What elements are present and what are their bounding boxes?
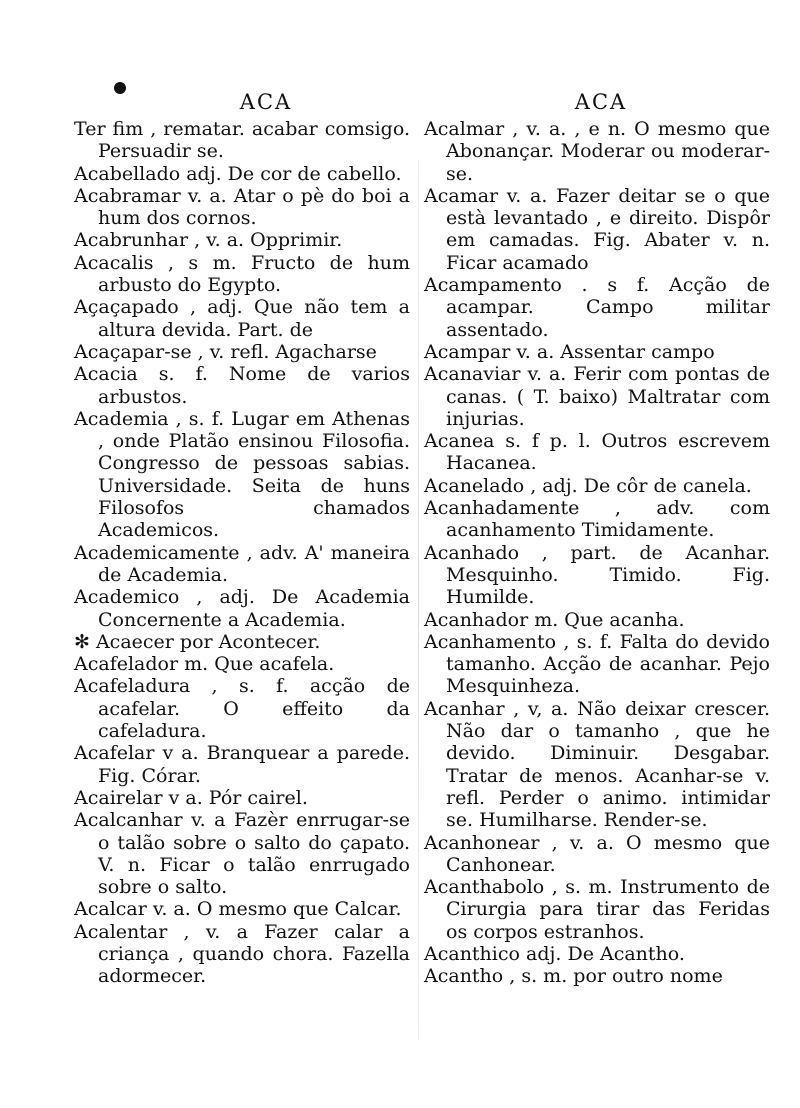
entry-acanhadamente: Acanhadamente , adv. com acanhamento Timidamente. [424,497,770,542]
entry-academico: Academico , adj. De Academia Concernente a Academia. [74,586,410,631]
entry-acalcanhar: Acalcanhar v. a Fazèr enrrugar-se o talão sobre o salto do çapato. V. n. Ficar o talão enrrugado sobre o salto. [74,809,410,899]
entry-acanhador: Acanhador m. Que acanha. [424,608,685,631]
entry-acacapar-se: Acaçapar-se , v. refl. Agacharse [74,340,377,363]
entry-acalcar: Acalcar v. a. O mesmo que Calcar. [74,898,402,921]
entry-acanea: Acanea s. f p. l. Outros escrevem Hacanea. [424,430,770,475]
entry-acacapado: Açaçapado , adj. Que não tem a altura devida. Part. de [74,296,410,341]
entry-acacia: Acacia s. f. Nome de varios arbustos. [74,363,410,408]
entry-acamar: Acamar v. a. Fazer deitar se o que està levantado , e direito. Dispôr em camadas. Fig. Abater v. n. Ficar acamado [424,184,770,274]
entry-acanthabolo: Acanthabolo , s. m. Instrumento de Cirurgia para tirar das Feridas os corpos estranhos. [424,876,770,943]
entry-acanhado: Acanhado , part. de Acanhar. Mesquinho. Timido. Fig. Humilde. [424,541,770,609]
entry-acampar: Acampar v. a. Assentar campo [424,340,715,363]
entry-acanhar: Acanhar , v, a. Não deixar crescer. Não dar o tamanho , que he devido. Diminuir. Desgabar. Tratar de menos. Acanhar-se v. refl. Perder o animo. intimidar se. Humilharse. Render-se. [424,697,770,832]
entry-acafelador: Acafelador m. Que acafela. [74,653,335,676]
right-column [424,90,770,988]
entry-academia: Academia , s. f. Lugar em Athenas , onde Platão ensinou Filosofia. Congresso de pessoas sabias. Universidade. Seita de huns Filosofos chamados Academicos. [74,407,410,542]
entry-acalentar: Acalentar , v. a Fazer calar a criança , quando chora. Fazella adormecer. [74,920,410,988]
column-divider [418,160,419,1040]
entry-acaecer: ✻ Acaecer por Acontecer. [74,630,321,653]
entry-academicamente: Academicamente , adv. A' maneira de Academia. [74,541,410,586]
entry-acabellado: Acabellado adj. De cor de cabello. [74,162,402,185]
entry-continuation: Ter fim , rematar. acabar comsigo. Persuadir se. [74,118,410,163]
entry-acanhonear: Acanhonear , v. a. O mesmo que Canhonear. [424,831,770,876]
entry-acacalis: Acacalis , s m. Fructo de hum arbusto do Egypto. [74,251,410,297]
entry-acanthico: Acanthico adj. De Acantho. [424,942,685,965]
left-column [74,90,410,988]
left-running-header: ACA [239,90,293,114]
entry-acairelar: Acairelar v a. Pór cairel. [74,786,308,809]
entry-acabrunhar: Acabrunhar , v. a. Opprimir. [74,229,343,252]
entry-acampamento: Acampamento . s f. Acção de acampar. Campo militar assentado. [424,274,770,341]
entry-acabramar: Acabramar v. a. Atar o pè do boi a hum dos cornos. [74,184,410,230]
entry-acantho: Acantho , s. m. por outro nome [424,965,723,988]
entry-acafelar: Acafelar v a. Branquear a parede. Fig. Córar. [74,742,410,787]
entry-acanaviar: Acanaviar v. a. Ferir com pontas de canas. ( T. baixo) Maltratar com injurias. [424,363,770,430]
entry-acanhamento: Acanhamento , s. f. Falta do devido tamanho. Acção de acanhar. Pejo Mesquinheza. [424,630,770,698]
entry-acalmar: Acalmar , v. a. , e n. O mesmo que Abonançar. Moderar ou moderar-se. [424,118,770,185]
entry-acanelado: Acanelado , adj. De côr de canela. [424,474,752,497]
right-running-header: ACA [574,90,628,114]
entry-acafeladura: Acafeladura , s. f. acção de acafelar. O effeito da cafeladura. [74,675,410,743]
